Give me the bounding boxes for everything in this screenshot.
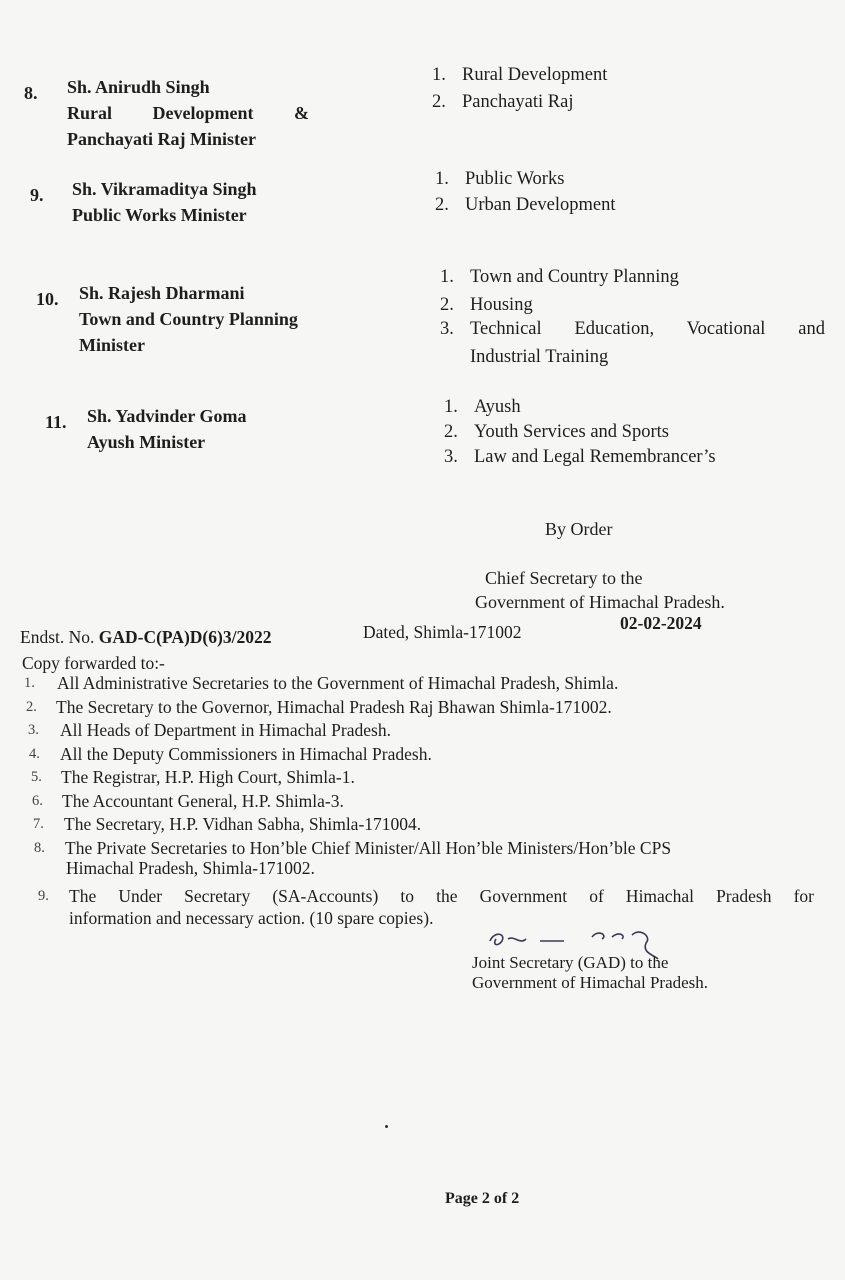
joint-secretary-line-1: Joint Secretary (GAD) to the [472,953,669,972]
list-number: 1. [435,169,449,189]
list-number: 5. [31,769,42,785]
by-order-text: By Order [545,519,613,539]
list-item [24,696,814,720]
list-item-text: All Administrative Secretaries to the Government of Himachal Pradesh, Shimla. [57,673,619,693]
minister-number: 10. [36,289,59,309]
dated-label: Dated, [363,622,410,642]
list-number: 3. [444,447,458,467]
stray-mark [385,1125,388,1128]
list-number: 1. [440,267,454,287]
list-item [24,790,814,814]
department-list-8 [432,62,732,116]
list-item [24,837,814,857]
dated-line [363,621,521,643]
list-item-text: The Under Secretary (SA-Accounts) to the Government of Himachal Pradesh for [69,885,814,906]
minister-designation: Minister [79,335,145,355]
list-item [24,743,814,767]
list-number: 1. [444,397,458,417]
copy-list [24,672,814,930]
department-name: Youth Services and Sports [474,422,669,442]
list-item-text: Himachal Pradesh, Shimla-171002. [66,857,315,878]
list-item-text: All Heads of Department in Himachal Pradesh. [60,720,391,740]
list-item-text: The Private Secretaries to Hon’ble Chief Minister/All Hon’ble Ministers/Hon’ble CPS [65,837,672,858]
list-number: 7. [33,816,44,832]
minister-number: 9. [30,185,44,205]
minister-designation: Town and Country Planning [79,309,298,329]
list-item-text: The Secretary to the Governor, Himachal Pradesh Raj Bhawan Shimla-171002. [56,696,612,717]
list-number: 2. [440,295,454,315]
list-number: 2. [432,92,446,112]
dated-place: Shimla-171002 [413,622,522,642]
list-number: 9. [38,887,49,904]
department-name-continued: Industrial Training [470,347,609,367]
minister-name: Sh. Rajesh Dharmani [79,283,245,303]
minister-name: Sh. Yadvinder Goma [87,406,247,426]
minister-name: Sh. Vikramaditya Singh [72,179,257,199]
list-number: 2. [26,698,37,715]
list-item-text: information and necessary action. (10 spare copies). [69,907,434,928]
department-name: Public Works [465,169,565,189]
department-name: Technical Education, Vocational and [470,319,825,339]
list-item-text: The Secretary, H.P. Vidhan Sabha, Shimla-171004. [64,814,422,834]
minister-name: Sh. Anirudh Singh [67,77,210,97]
list-item [24,766,814,790]
department-name: Town and Country Planning [470,267,679,287]
minister-designation: Panchayati Raj Minister [67,129,256,149]
list-number: 2. [435,195,449,215]
list-item-continued [24,857,814,885]
minister-number: 11. [45,412,67,432]
list-item [24,813,814,837]
department-name: Urban Development [465,195,616,215]
list-item-text: The Accountant General, H.P. Shimla-3. [62,790,344,811]
department-list-9 [435,166,735,218]
list-number: 3. [28,722,39,738]
list-number: 2. [444,422,458,442]
signatory-line-1: Chief Secretary to the [485,568,643,588]
endorsement-date: 02-02-2024 [620,613,702,633]
list-number: 1. [432,65,446,85]
department-name: Rural Development [462,65,608,85]
list-item [24,672,814,696]
department-list-10 [440,264,825,370]
copy-forwarded-label: Copy forwarded to:- [22,653,165,673]
department-list-11 [444,394,774,469]
list-number: 3. [440,319,454,339]
endorsement-prefix: Endst. No. [20,627,95,647]
list-item-text: The Registrar, H.P. High Court, Shimla-1. [61,767,355,787]
joint-secretary-line-2: Government of Himachal Pradesh. [472,973,709,992]
department-name: Law and Legal Remembrancer’s [474,447,716,467]
list-item-continued [24,907,814,931]
endorsement-line [20,626,271,648]
page-number: Page 2 of 2 [445,1190,520,1207]
minister-number: 8. [24,83,38,103]
list-item-text: All the Deputy Commissioners in Himachal Pradesh. [60,743,432,764]
list-number: 8. [34,839,45,856]
signatory-line-2: Government of Himachal Pradesh. [475,592,725,612]
minister-designation: Public Works Minister [72,205,247,225]
department-name: Panchayati Raj [462,92,574,112]
list-number: 4. [29,745,40,762]
minister-designation: Ayush Minister [87,432,206,452]
list-item [24,885,814,907]
list-number: 6. [32,792,43,809]
list-item [24,719,814,743]
minister-designation: Rural Development & [67,103,309,123]
department-name: Housing [470,295,533,315]
endorsement-number: GAD-C(PA)D(6)3/2022 [98,627,272,647]
list-number: 1. [24,675,35,691]
department-name: Ayush [474,397,521,417]
